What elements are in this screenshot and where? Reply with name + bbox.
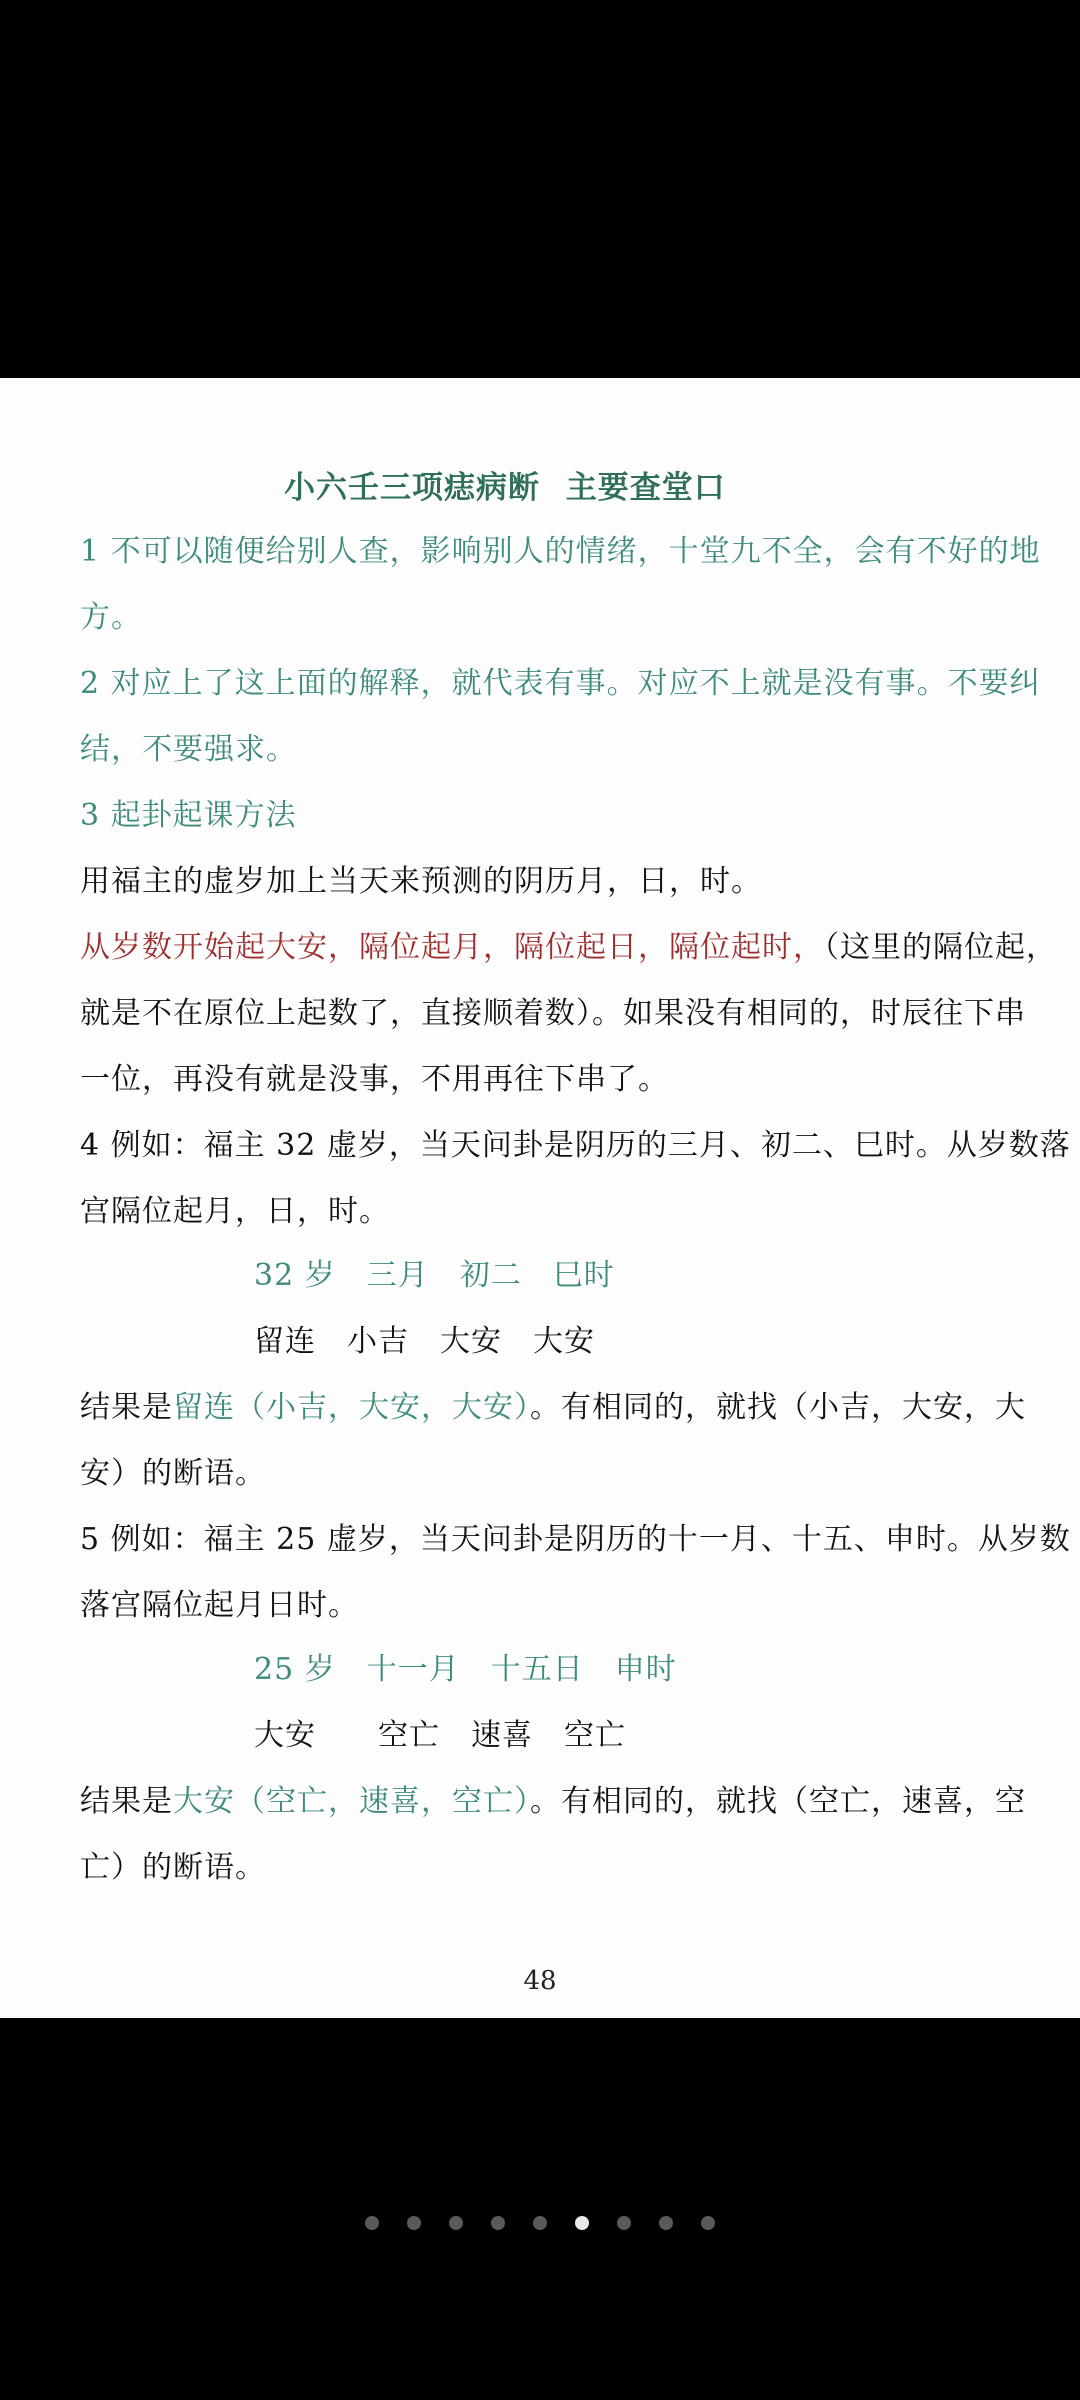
- example-2-line-2: 落宫隔位起月日时。: [80, 1588, 359, 1623]
- conclusion-highlight: 留连（小吉，大安，大安）: [173, 1390, 530, 1425]
- segment-note: （这里的隔位起，: [824, 930, 1057, 965]
- example-1-values-row: 32 岁 三月 初二 巳时: [254, 1258, 615, 1293]
- pager-dot[interactable]: [659, 2216, 673, 2230]
- example-2-values-row: 25 岁 十一月 十五日 申时: [254, 1652, 677, 1687]
- conclusion-suffix: 。有相同的，就找（空亡，速喜，空: [530, 1784, 1026, 1819]
- paragraph-2-line-2: 结，不要强求。: [80, 732, 297, 767]
- segment-day: 隔位起日，: [514, 930, 669, 965]
- conclusion-highlight: 大安（空亡，速喜，空亡）: [173, 1784, 530, 1819]
- example-2-conclusion-line-1: [80, 1784, 1026, 1820]
- example-1-line-1: 4 例如：福主 32 虚岁，当天问卦是阴历的三月、初二、巳时。从岁数落: [80, 1128, 1071, 1163]
- pager-dot[interactable]: [491, 2216, 505, 2230]
- method-detail-line-2: 就是不在原位上起数了，直接顺着数）。如果没有相同的，时辰往下串: [80, 996, 1026, 1031]
- title-part-1: 小六壬三项痣病断: [284, 470, 540, 506]
- pager-dot-active[interactable]: [575, 2216, 589, 2230]
- paragraph-2-line-1: 2 对应上了这上面的解释，就代表有事。对应不上就是没有事。不要纠: [80, 666, 1041, 701]
- page-title: [284, 470, 726, 506]
- conclusion-prefix: 结果是: [80, 1390, 173, 1425]
- page-indicator[interactable]: [0, 2212, 1080, 2232]
- example-1-line-2: 宫隔位起月，日，时。: [80, 1194, 390, 1229]
- example-2-conclusion-line-2: 亡）的断语。: [80, 1850, 266, 1885]
- pager-dot[interactable]: [617, 2216, 631, 2230]
- pager-dot[interactable]: [533, 2216, 547, 2230]
- paragraph-1-line-1: 1 不可以随便给别人查，影响别人的情绪，十堂九不全，会有不好的地: [80, 534, 1041, 569]
- pager-dot[interactable]: [407, 2216, 421, 2230]
- example-2-line-1: 5 例如：福主 25 虚岁，当天问卦是阴历的十一月、十五、申时。从岁数: [80, 1522, 1071, 1557]
- example-1-result-row: 留连 小吉 大安 大安: [254, 1324, 595, 1359]
- title-part-2: 主要查堂口: [565, 470, 726, 506]
- method-detail-line-1: [80, 930, 1057, 966]
- example-1-conclusion-line-1: [80, 1390, 1026, 1426]
- page-number: 48: [523, 1966, 557, 1996]
- segment-month: 隔位起月，: [359, 930, 514, 965]
- method-line: 用福主的虚岁加上当天来预测的阴历月，日，时。: [80, 864, 762, 899]
- conclusion-prefix: 结果是: [80, 1784, 173, 1819]
- section-3-heading: 3 起卦起课方法: [80, 798, 297, 833]
- pager-dot[interactable]: [365, 2216, 379, 2230]
- example-1-conclusion-line-2: 安）的断语。: [80, 1456, 266, 1491]
- conclusion-suffix: 。有相同的，就找（小吉，大安，大: [530, 1390, 1026, 1425]
- document-page: [0, 378, 1080, 2018]
- example-2-result-row: 大安 空亡 速喜 空亡: [254, 1718, 626, 1753]
- pager-dot[interactable]: [449, 2216, 463, 2230]
- pager-dot[interactable]: [701, 2216, 715, 2230]
- segment-start: 从岁数开始起大安，: [80, 930, 359, 965]
- method-detail-line-3: 一位，再没有就是没事，不用再往下串了。: [80, 1062, 669, 1097]
- segment-hour: 隔位起时，: [669, 930, 824, 965]
- paragraph-1-line-2: 方。: [80, 600, 142, 635]
